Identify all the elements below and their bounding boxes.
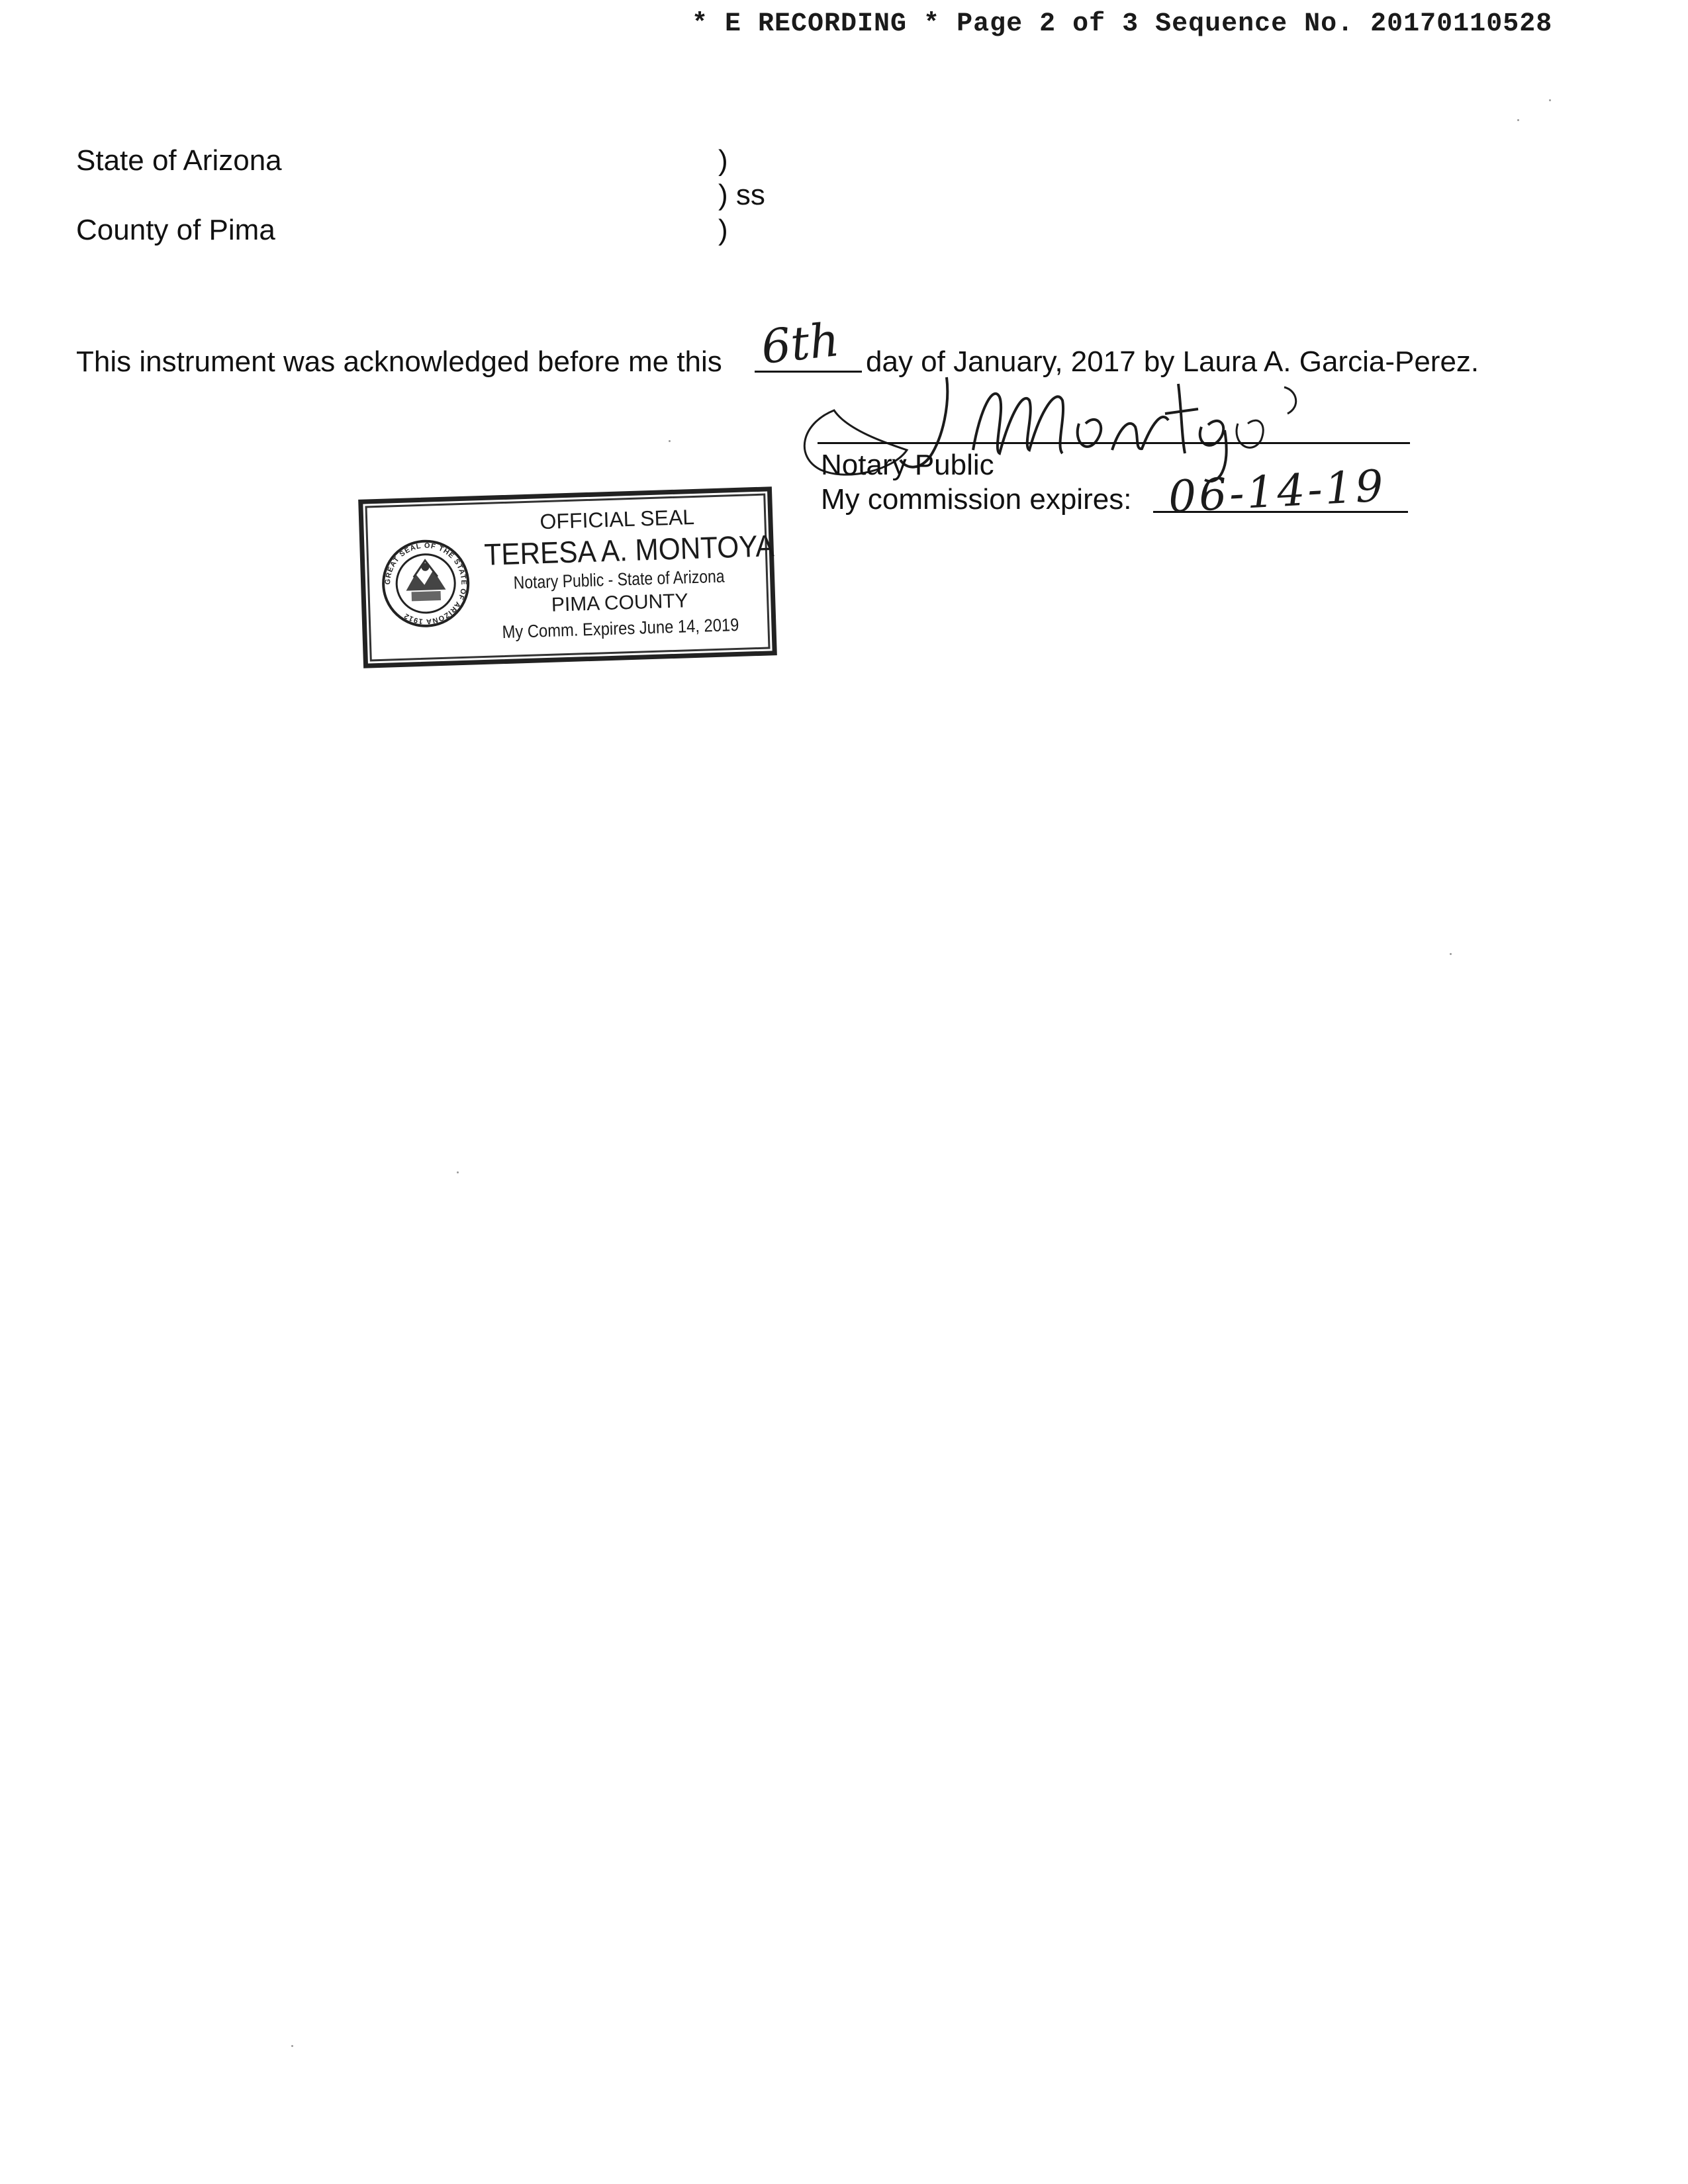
acknowledgment-prefix: This instrument was acknowledged before me this	[76, 345, 722, 378]
commission-date: 06-14-19	[1167, 460, 1387, 523]
state-label: State of Arizona	[76, 144, 282, 177]
seal-notary-name: TERESA A. MONTOYA	[483, 528, 775, 572]
seal-heading: OFFICIAL SEAL	[539, 504, 695, 534]
recording-header: * E RECORDING * Page 2 of 3 Sequence No. 20170110528	[692, 9, 1553, 39]
scan-speck	[1549, 99, 1551, 101]
scan-speck	[1450, 953, 1452, 955]
seal-emblem-text: GREAT SEAL OF THE STATE OF ARIZONA 1912	[384, 541, 468, 625]
official-notary-seal	[358, 486, 777, 668]
acknowledgment-suffix: day of January, 2017 by Laura A. Garcia-Perez.	[866, 345, 1479, 378]
scan-speck	[457, 1171, 459, 1173]
venue-paren-bottom: )	[718, 214, 728, 246]
scan-speck	[669, 440, 671, 442]
commission-expires-label: My commission expires:	[821, 483, 1132, 516]
venue-paren-ss: ) ss	[718, 179, 765, 211]
scan-speck	[291, 2045, 293, 2047]
seal-line-expiry: My Comm. Expires June 14, 2019	[502, 614, 739, 643]
notary-public-label: Notary Public	[821, 449, 994, 481]
signature-line	[818, 442, 1410, 444]
seal-line-county: PIMA COUNTY	[551, 590, 689, 616]
arizona-state-seal-icon	[378, 536, 473, 631]
scan-speck	[1517, 119, 1519, 121]
venue-paren-top: )	[718, 144, 728, 177]
county-label: County of Pima	[76, 214, 275, 246]
seal-line-notary-state: Notary Public - State of Arizona	[513, 566, 725, 593]
handwritten-day: 6th	[759, 312, 842, 375]
